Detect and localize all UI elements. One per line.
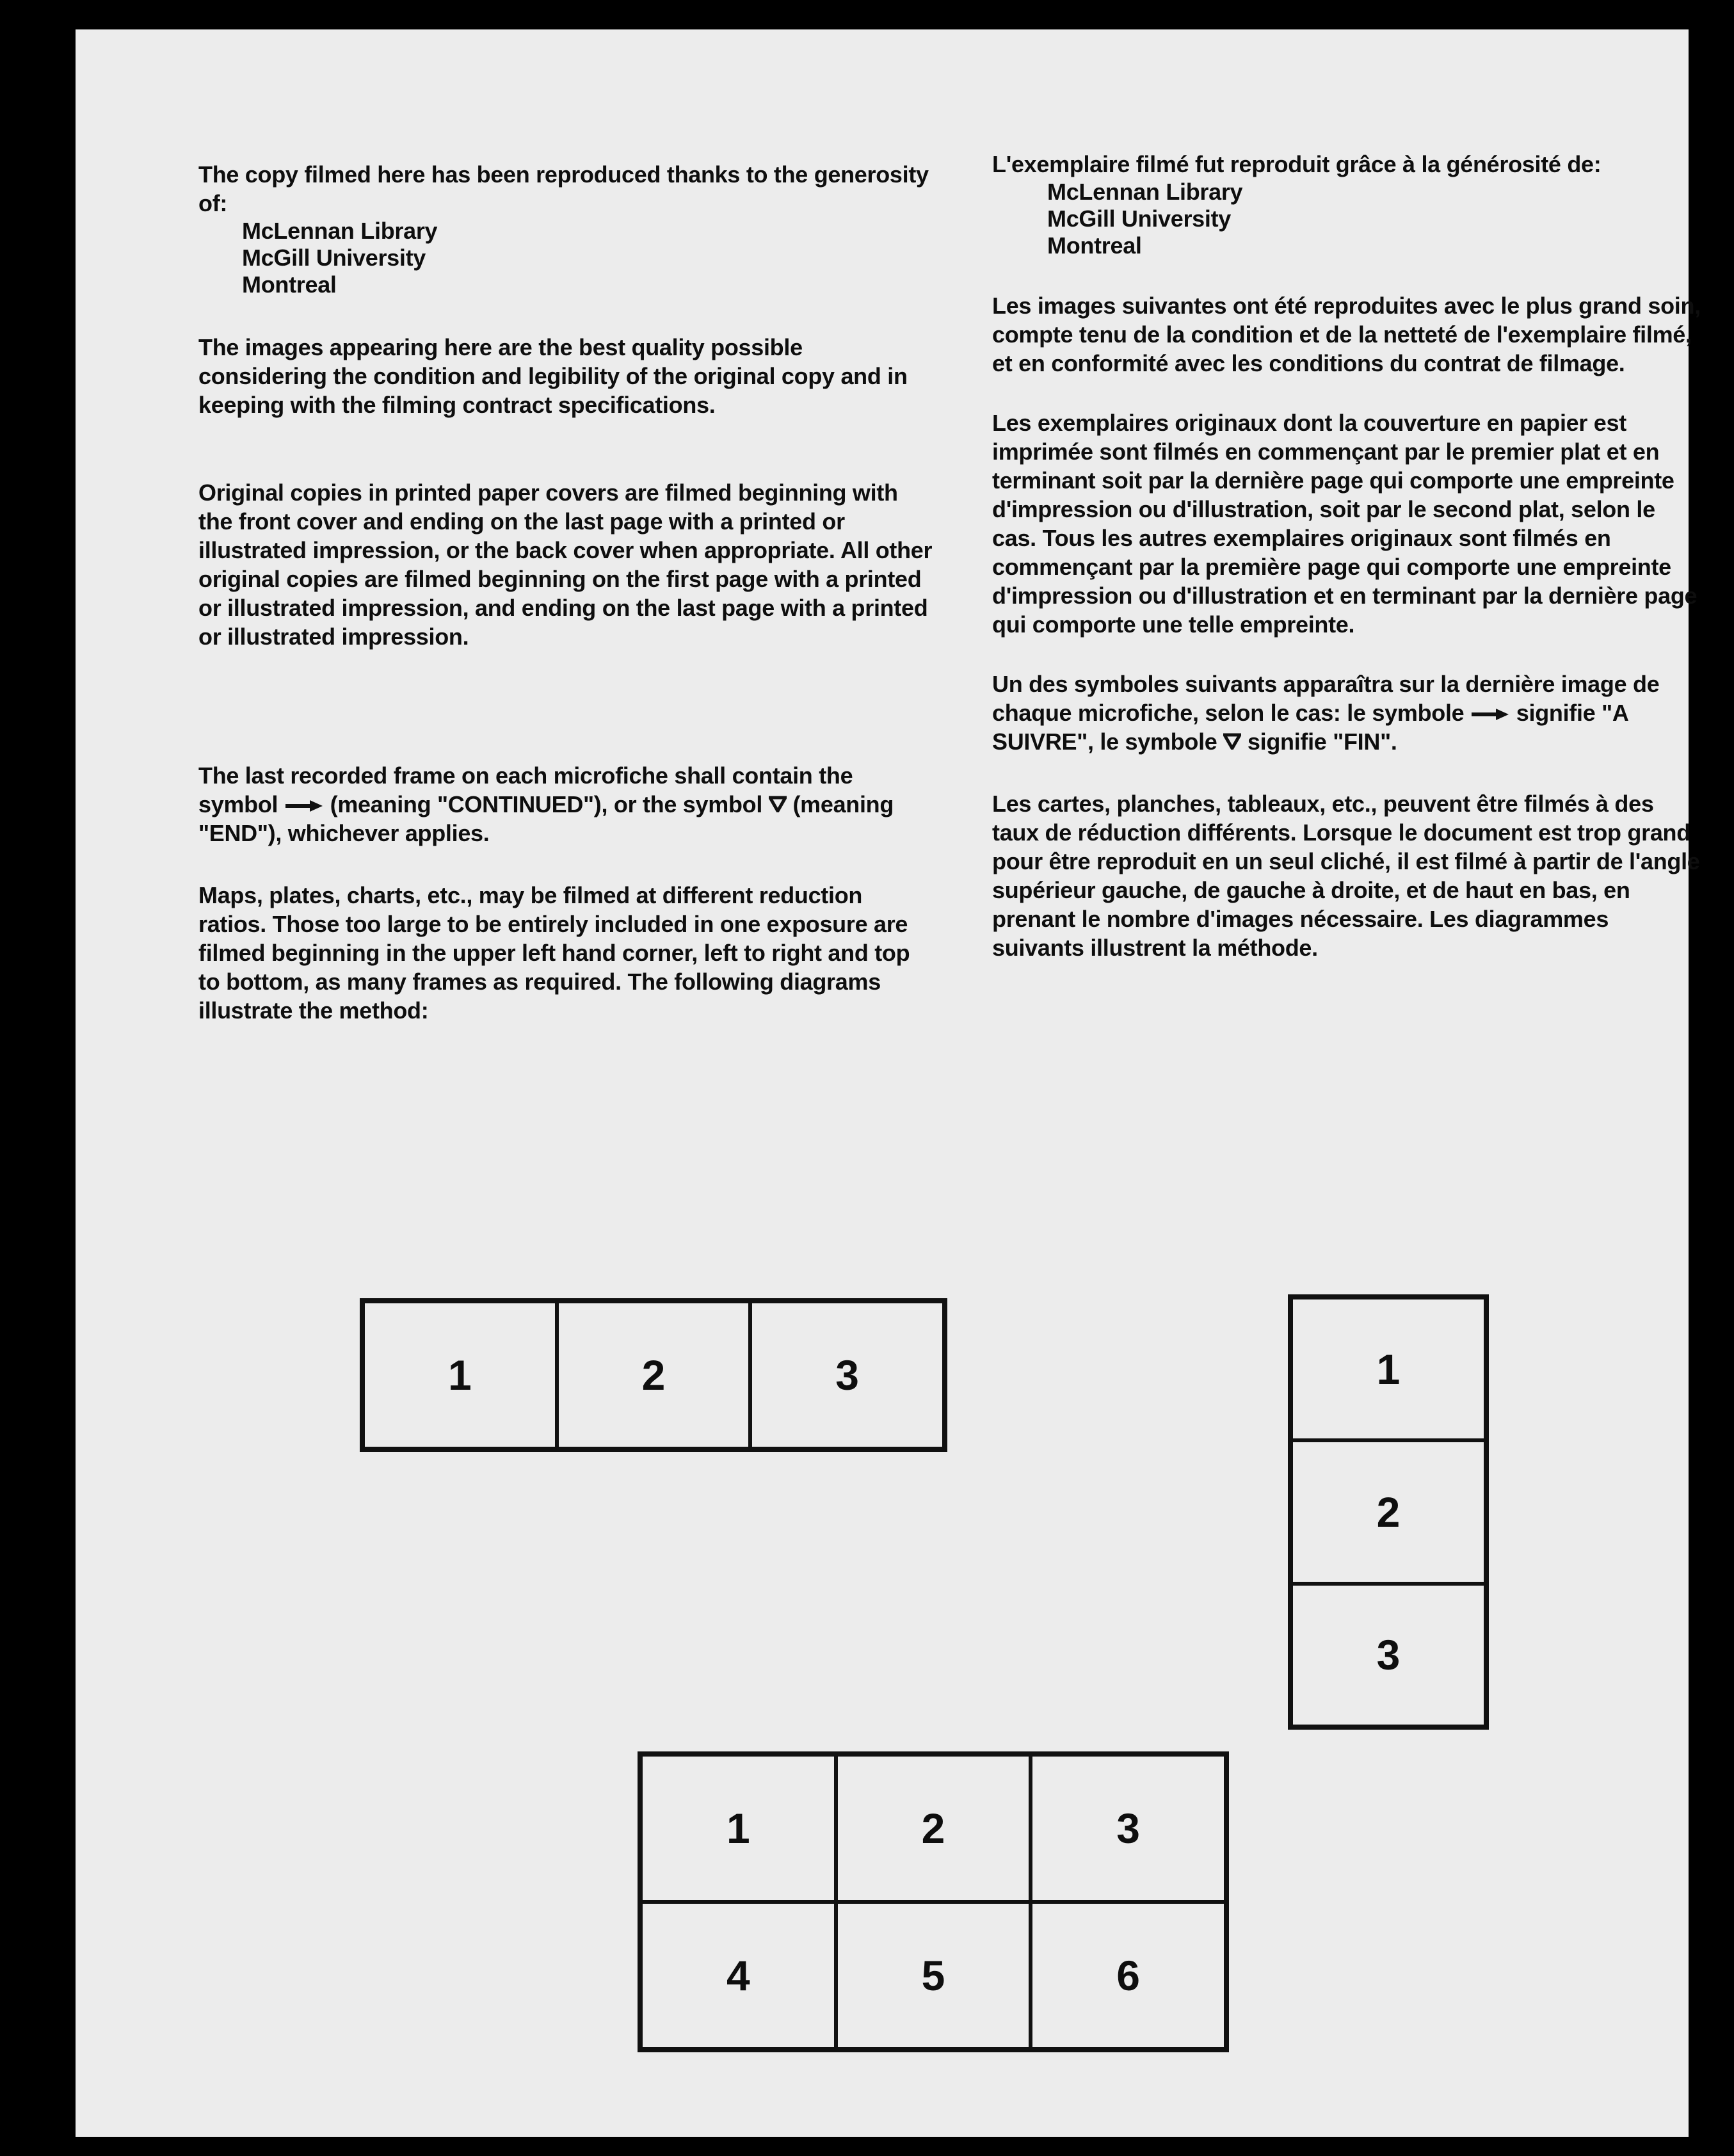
institution-line: McLennan Library [1047, 179, 1243, 205]
frame-cell: 6 [1031, 1902, 1226, 2049]
arrow-icon [284, 799, 324, 813]
institution-line: McGill University [1047, 205, 1231, 232]
symbols-text-b: signifie "A SUIVRE", le symbole [992, 700, 1628, 755]
french-symbols [992, 670, 1703, 756]
english-institution [198, 218, 935, 298]
symbols-text-b: (meaning "CONTINUED"), or the symbol [330, 791, 763, 817]
arrow-icon [1470, 707, 1510, 721]
french-originals: Les exemplaires originaux dont la couverture en papier est imprimée sont filmés en commençant par le premier plat et en terminant soit par la dernière page qui comporte une empreinte d'impression ou d'illustration, soit par le second plat, selon le cas. Tous les autres exemplaires originaux sont filmés en commençant par la première page qui comporte une empreinte d'impression ou d'illustration et en terminant par la dernière page qui comporte une telle empreinte. [992, 410, 1698, 638]
diagram-column [1288, 1294, 1489, 1730]
diagram-row [360, 1298, 947, 1452]
institution-line: Montreal [242, 271, 337, 298]
french-quality: Les images suivantes ont été reproduites avec le plus grand soin, compte tenu de la condition et de la netteté de l'exemplaire filmé, et en conformité avec les conditions du contrat de filmage. [992, 293, 1701, 376]
english-originals: Original copies in printed paper covers are filmed beginning with the front cover and ending on the last page with a printed or illustrated impression, or the back cover when appropriate. All other original copies are filmed beginning on the first page with a printed or illustrated impression, and ending on the last page with a printed or illustrated impression. [198, 479, 933, 650]
triangle-down-icon [769, 796, 787, 812]
english-intro: The copy filmed here has been reproduced thanks to the generosity of: [198, 161, 929, 216]
frame-cell: 5 [836, 1902, 1031, 2049]
institution-line: McGill University [242, 245, 426, 271]
diagram-grid [638, 1751, 1229, 2052]
frame-cell: 1 [363, 1301, 557, 1449]
english-quality: The images appearing here are the best quality possible considering the condition and legibility of the original copy and in keeping with the filming contract specifications. [198, 334, 908, 418]
frame-cell: 2 [557, 1301, 751, 1449]
frame-cell: 1 [1291, 1298, 1486, 1440]
frame-cell: 3 [1291, 1584, 1486, 1726]
symbols-text-a: The last recorded frame on each microfiche shall contain the symbol [198, 762, 853, 817]
french-column [992, 150, 1703, 962]
french-institution [992, 179, 1703, 259]
english-symbols [198, 761, 935, 848]
frame-cell: 3 [750, 1301, 944, 1449]
frame-cell: 2 [1291, 1440, 1486, 1583]
triangle-down-icon [1223, 733, 1241, 750]
frame-cell: 2 [836, 1755, 1031, 1902]
frame-cell: 4 [641, 1902, 836, 2049]
institution-line: McLennan Library [242, 218, 438, 244]
frame-cell: 1 [641, 1755, 836, 1902]
institution-line: Montreal [1047, 232, 1142, 259]
english-maps: Maps, plates, charts, etc., may be filmed at different reduction ratios. Those too large to be entirely included in one exposure are filmed beginning in the upper left hand corner, left to right and top to bottom, as many frames as required. The following diagrams illustrate the method: [198, 882, 910, 1024]
french-intro: L'exemplaire filmé fut reproduit grâce à la générosité de: [992, 151, 1602, 177]
symbols-text-c: (meaning "END"), whichever applies. [198, 791, 894, 846]
french-maps: Les cartes, planches, tableaux, etc., peuvent être filmés à des taux de réduction différents. Lorsque le document est trop grand pour être reproduit en un seul cliché, il est filmé à partir de l'angle supérieur gauche, de gauche à droite, et de haut en bas, en prenant le nombre d'images nécessaire. Les diagrammes suivants illustrent la méthode. [992, 791, 1700, 961]
frame-cell: 3 [1031, 1755, 1226, 1902]
document-page [76, 29, 1701, 2137]
english-column [198, 160, 935, 1025]
symbols-text-c: signifie "FIN". [1247, 728, 1397, 755]
symbols-text-a: Un des symboles suivants apparaîtra sur la dernière image de chaque microfiche, selon le cas: le symbole [992, 671, 1660, 726]
